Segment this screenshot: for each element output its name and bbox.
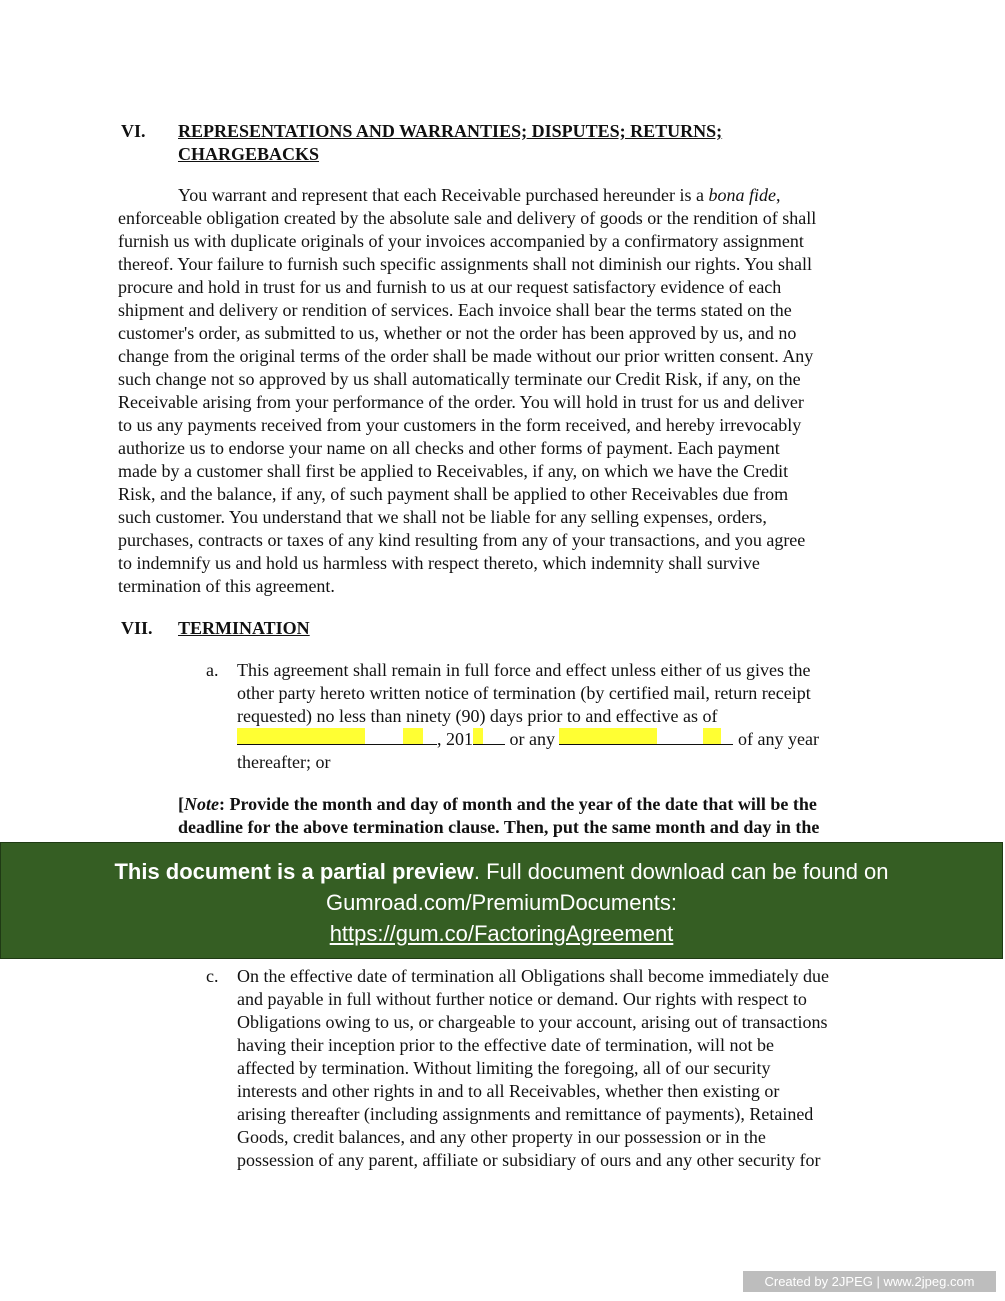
- item-c-line: interests and other rights in and to all Receivables, whether then existing or: [237, 1081, 780, 1101]
- section-6-paragraph-line: furnish us with duplicate originals of your invoices accompanied by a confirmatory assignment: [118, 231, 804, 251]
- preview-banner: [0, 842, 1003, 959]
- banner-line-1: [1, 857, 1002, 887]
- anniversary-day-blank-rest: [721, 728, 733, 745]
- item-a-line: thereafter; or: [237, 752, 331, 772]
- item-c-line: and payable in full without further notice or demand. Our rights with respect to: [237, 989, 807, 1009]
- section-6-paragraph-line: termination of this agreement.: [118, 576, 335, 596]
- note-label: Note: [184, 794, 219, 814]
- item-c-line: Obligations owing to us, or chargeable to your account, arising out of transactions: [237, 1012, 828, 1032]
- section-6-number: VI.: [121, 121, 146, 141]
- section-6-paragraph-line: thereof. Your failure to furnish such specific assignments shall not diminish our rights. You shall: [118, 254, 812, 274]
- item-c-line: Goods, credit balances, and any other property in our possession or in the: [237, 1127, 766, 1147]
- section-7-title: TERMINATION: [178, 618, 310, 638]
- item-a-line: This agreement shall remain in full force and effect unless either of us gives the: [237, 660, 811, 680]
- item-a-line: requested) no less than ninety (90) days prior to and effective as of: [237, 706, 718, 726]
- banner-link[interactable]: https://gum.co/FactoringAgreement: [329, 921, 674, 946]
- section-6-paragraph-line: to us any payments received from your customers in the form received, and hereby irrevocably: [118, 415, 802, 435]
- year-blank-rest: [483, 728, 505, 745]
- banner-bold-text: This document is a partial preview: [114, 859, 474, 884]
- section-6-paragraph-line: made by a customer shall first be applied to Receivables, if any, on which we have the Credit: [118, 461, 789, 481]
- banner-line-2: Gumroad.com/PremiumDocuments:: [326, 890, 677, 915]
- month-blank[interactable]: [237, 728, 365, 745]
- year-prefix: , 201: [437, 729, 473, 749]
- month-blank-rest: [365, 728, 403, 745]
- anniversary-month-blank-rest: [657, 728, 703, 745]
- watermark-label: Created by 2JPEG | www.2jpeg.com: [743, 1271, 996, 1292]
- day-blank-rest: [423, 728, 437, 745]
- item-c-line: having their inception prior to the effective date of termination, will not be: [237, 1035, 775, 1055]
- item-c-line: On the effective date of termination all Obligations shall become immediately due: [237, 966, 829, 986]
- year-digit-blank[interactable]: [473, 728, 483, 745]
- item-c-line: arising thereafter (including assignments and remittance of payments), Retained: [237, 1104, 814, 1124]
- item-c-line: possession of any parent, affiliate or subsidiary of ours and any other security for: [237, 1150, 821, 1170]
- section-6-paragraph-line: enforceable obligation created by the absolute sale and delivery of goods or the rendition of shall: [118, 208, 817, 228]
- section-6-paragraph-line: to indemnify us and hold us harmless with respect thereto, which indemnity shall survive: [118, 553, 760, 573]
- item-c-label: c.: [206, 966, 219, 986]
- item-c-line: affected by termination. Without limiting the foregoing, all of our security: [237, 1058, 771, 1078]
- section-6-paragraph-line: procure and hold in trust for us and furnish to us at our request satisfactory evidence of each: [118, 277, 782, 297]
- section-6-paragraph-line: such customer. You understand that we shall not be liable for any selling expenses, orders,: [118, 507, 767, 527]
- item-a-line: other party hereto written notice of termination (by certified mail, return receipt: [237, 683, 811, 703]
- note-line-2: deadline for the above termination clause. Then, put the same month and day in the: [178, 817, 820, 837]
- section-6-title-line-2: CHARGEBACKS: [178, 144, 320, 164]
- day-blank[interactable]: [403, 728, 423, 745]
- section-6-paragraph-line: such change not so approved by us shall automatically terminate our Credit Risk, if any, on the: [118, 369, 801, 389]
- anniversary-month-blank[interactable]: [559, 728, 657, 745]
- item-a-date-fill-line: [237, 728, 819, 750]
- section-6-paragraph-line: purchases, contracts or taxes of any kind resulting from any of your transactions, and you agree: [118, 530, 806, 550]
- section-6-paragraph-line: authorize us to endorse your name on all checks and other forms of payment. Each payment: [118, 438, 780, 458]
- section-6-paragraph-line: change from the original terms of the order shall be made without our prior written consent. Any: [118, 346, 814, 366]
- banner-rest-text: . Full document download can be found on: [473, 859, 889, 884]
- note-line-1: [Note: Provide the month and day of month and the year of the date that will be the: [178, 794, 817, 814]
- section-6-title-line-1: REPRESENTATIONS AND WARRANTIES; DISPUTES; RETURNS;: [178, 121, 723, 141]
- banner-line-3: [1, 919, 1002, 949]
- or-any-text: or any: [509, 729, 555, 749]
- of-any-year-text: of any year: [737, 729, 819, 749]
- section-6-paragraph-line: You warrant and represent that each Receivable purchased hereunder is a bona fide,: [178, 185, 781, 205]
- section-6-paragraph-line: Receivable arising from your performance of the order. You will hold in trust for us and deliver: [118, 392, 804, 412]
- section-6-paragraph-line: Risk, and the balance, if any, of such payment shall be applied to other Receivables due from: [118, 484, 789, 504]
- section-6-paragraph-line: customer's order, as submitted to us, whether or not the order has been approved by us, and no: [118, 323, 797, 343]
- section-6-paragraph-line: shipment and delivery or rendition of services. Each invoice shall bear the terms stated on the: [118, 300, 792, 320]
- item-a-label: a.: [206, 660, 219, 680]
- section-7-number: VII.: [121, 618, 153, 638]
- bona-fide-italic: bona fide: [708, 185, 776, 205]
- anniversary-day-blank[interactable]: [703, 728, 721, 745]
